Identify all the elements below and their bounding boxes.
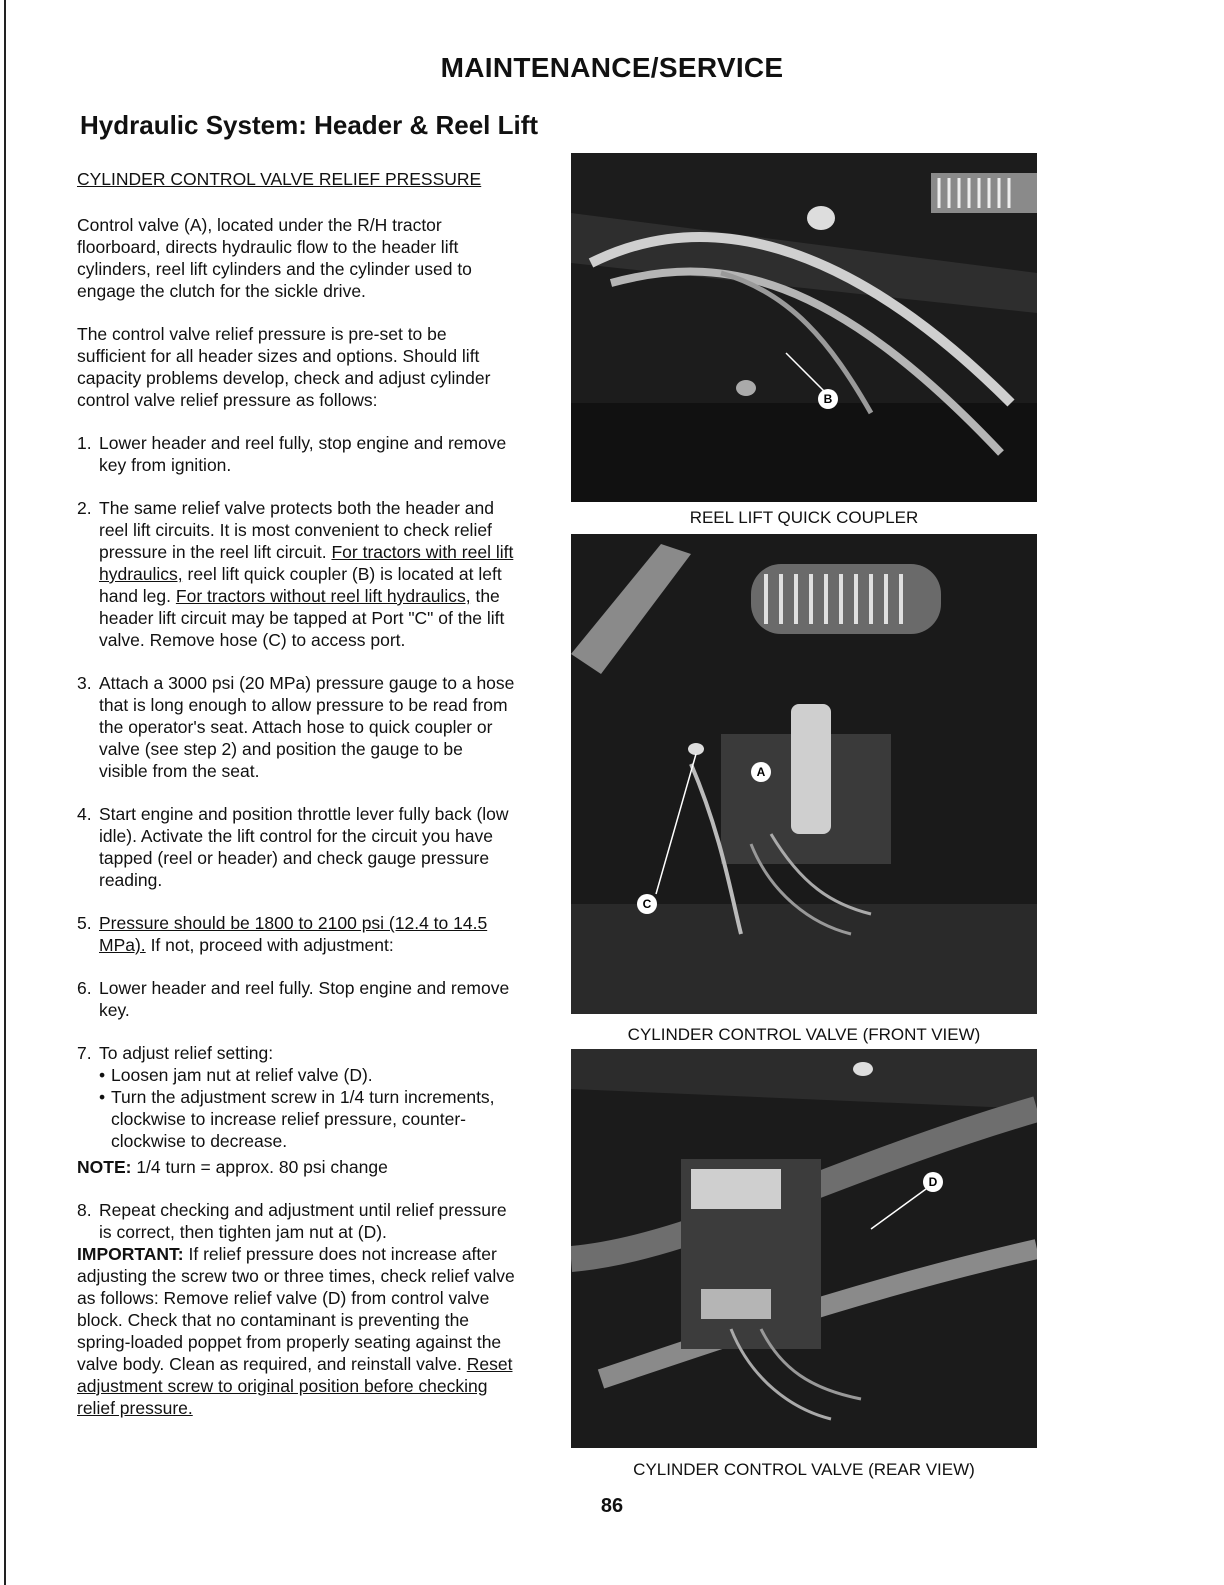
step-7-bullet-1: • Loosen jam nut at relief valve (D). [99, 1065, 373, 1085]
section-title: MAINTENANCE/SERVICE [440, 52, 784, 83]
step-7-bullet-2: • Turn the adjustment screw in 1/4 turn increments, clockwise to increase relief pressure, counter-clockwise to decrease. [99, 1087, 495, 1151]
reel-lift-coupler-photo [571, 153, 1037, 502]
photo-2-caption: CYLINDER CONTROL VALVE (FRONT VIEW) [627, 1025, 981, 1044]
instructions-column [77, 168, 515, 1419]
callout-b: B [818, 389, 838, 409]
photo-1-caption: REEL LIFT QUICK COUPLER [689, 508, 919, 527]
note: NOTE: 1/4 turn = approx. 80 psi change [77, 1157, 388, 1177]
step-3: 3. Attach a 3000 psi (20 MPa) pressure gauge to a hose that is long enough to allow pressure to be read from the operator's seat. Attach hose to quick coupler or valve (see step 2) and position the gauge to be visible from the seat. [77, 673, 515, 781]
callout-d: D [923, 1172, 943, 1192]
step-5: 5. Pressure should be 1800 to 2100 psi (12.4 to 14.5 MPa). If not, proceed with adjustment: [77, 913, 488, 955]
page-heading: Hydraulic System: Header & Reel Lift [80, 110, 539, 140]
sub-heading: CYLINDER CONTROL VALVE RELIEF PRESSURE [77, 169, 482, 189]
callout-c: C [637, 894, 657, 914]
intro-paragraph-2: The control valve relief pressure is pre-set to be sufficient for all header sizes and options. Should lift capacity problems develop, check and adjust cylinder control valve relief pressure as follows: [77, 324, 491, 410]
important-note: IMPORTANT: If relief pressure does not increase after adjusting the screw two or three times, check relief valve as follows: Remove relief valve (D) from control valve block. Check that no contaminant is preventing the spring-loaded poppet from properly seating against the valve body. Clean as required, and reinstall valve. Reset adjustment screw to original position before checking relief pressure. [77, 1244, 515, 1418]
callout-a: A [751, 762, 771, 782]
control-valve-front-illustration [571, 534, 1037, 1014]
step-4: 4. Start engine and position throttle lever fully back (low idle). Activate the lift control for the circuit you have tapped (reel or header) and check gauge pressure reading. [77, 804, 509, 890]
step-2: 2. The same relief valve protects both the header and reel lift circuits. It is most convenient to check relief pressure in the reel lift circuit. For tractors with reel lift hydraulics, reel lift quick coupler (B) is located at left hand leg. For tractors without reel lift hydraulics, the header lift circuit may be tapped at Port "C" of the lift valve. Remove hose (C) to access port. [77, 498, 514, 650]
control-valve-front-photo [571, 534, 1037, 1014]
page-number: 86 [600, 1495, 624, 1517]
photo-3-caption: CYLINDER CONTROL VALVE (REAR VIEW) [633, 1460, 975, 1479]
reel-lift-coupler-illustration [571, 153, 1037, 502]
page-edge-rule [4, 0, 6, 1585]
intro-paragraph-1: Control valve (A), located under the R/H tractor floorboard, directs hydraulic flow to the header lift cylinders, reel lift cylinders and the cylinder used to engage the clutch for the sickle drive. [77, 215, 472, 301]
step-8: 8. Repeat checking and adjustment until relief pressure is correct, then tighten jam nut at (D). [77, 1200, 507, 1242]
control-valve-rear-illustration [571, 1049, 1037, 1448]
control-valve-rear-photo [571, 1049, 1037, 1448]
step-7: 7. To adjust relief setting: • Loosen jam nut at relief valve (D). • Turn the adjustment screw in 1/4 turn increments, clockwise to increase relief pressure, counter-clockwise to decrease. [77, 1042, 515, 1152]
step-6: 6. Lower header and reel fully. Stop engine and remove key. [77, 978, 510, 1020]
step-1: 1. Lower header and reel fully, stop engine and remove key from ignition. [77, 433, 507, 475]
